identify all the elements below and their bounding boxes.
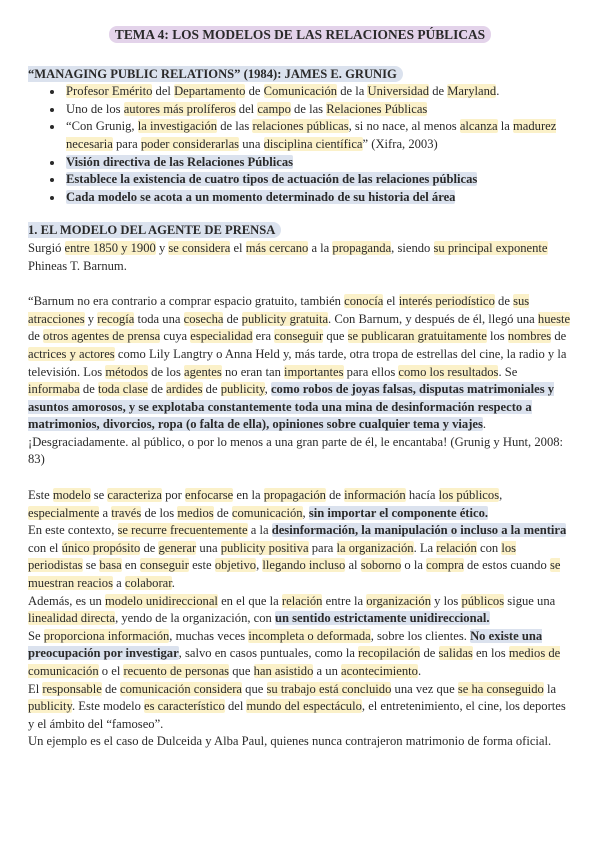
text-run: en el que la (217, 593, 282, 608)
highlighted-text: publicity (28, 699, 72, 714)
spacer (28, 206, 572, 222)
highlighted-text: publicity gratuita (241, 311, 329, 326)
text-run: del (235, 101, 258, 116)
highlighted-text: conseguir (274, 329, 324, 344)
highlighted-text: desinformación, la manipulación o incluso a la mentira (271, 523, 567, 538)
text-run: que (229, 664, 254, 678)
intro-heading (28, 66, 572, 84)
text-run: entre la (322, 593, 367, 608)
text-run: a un (313, 664, 342, 678)
text-run: y (84, 311, 98, 326)
text-run: de las (217, 119, 253, 134)
text-run: para (112, 136, 141, 151)
text-run: Phineas T. Barnum. (28, 258, 127, 273)
highlighted-text: modelo (52, 488, 91, 503)
highlighted-text: medios (177, 505, 214, 520)
page-title-text: TEMA 4: LOS MODELOS DE LAS RELACIONES PÚBLICAS (109, 26, 491, 43)
highlighted-text: compra (426, 558, 464, 573)
highlighted-text: conseguir (139, 558, 189, 573)
highlighted-text: relaciones públicas (252, 119, 349, 134)
highlighted-text: actrices y actores (28, 346, 115, 361)
highlighted-text: autores más prolíferos (123, 101, 236, 116)
highlighted-text: medios de comunicación (28, 646, 561, 678)
highlighted-text: caracteriza (107, 488, 162, 503)
text-run: toda una (134, 311, 184, 326)
highlighted-text: propagación (263, 488, 326, 503)
text-run: de (325, 488, 345, 503)
text-run: el (383, 294, 399, 309)
highlighted-text: disciplina científica (263, 136, 363, 151)
highlighted-text: publicity (220, 382, 265, 397)
text-run: En este contexto, (28, 523, 118, 538)
text-run: Además, es un (28, 593, 105, 608)
bullet-item (64, 171, 572, 189)
highlighted-text: Departamento (174, 84, 246, 99)
text-run: de (551, 329, 567, 344)
text-run: una vez que (391, 681, 458, 696)
highlighted-text: cosecha (183, 311, 224, 326)
highlighted-text: través (111, 505, 142, 520)
text-run: , sobre los clientes. (370, 628, 471, 643)
text-run: de (420, 646, 439, 661)
text-run: de (245, 84, 264, 99)
text-run: que (323, 329, 348, 344)
text-run: Se (28, 628, 44, 643)
text-run: “Con Grunig, (66, 119, 138, 134)
intro-heading-text: “MANAGING PUBLIC RELATIONS” (1984): JAMES E. GRUNIG (28, 66, 403, 82)
highlighted-text: objetivo (214, 558, 257, 573)
text-run: de los (141, 505, 178, 520)
text-run: de (79, 382, 98, 397)
highlighted-text: los periodistas (28, 540, 517, 573)
text-run: del (152, 84, 175, 99)
text-run: el (230, 240, 246, 255)
highlighted-text: recuento de personas (123, 664, 230, 678)
text-run: . ¡Desgraciadamente. al público, o por lo menos a una gran parte de él, le encantaba! (Grunig y Hunt, 2008: 83) (28, 417, 564, 467)
highlighted-text: Maryland (447, 84, 497, 99)
text-run: . Este modelo (71, 699, 145, 714)
text-run: El (28, 681, 43, 696)
text-run: , (256, 558, 263, 573)
highlighted-text: la investigación (137, 119, 218, 134)
text-run: era (252, 329, 275, 344)
text-run: este (188, 558, 215, 573)
text-run: sigue una (504, 593, 556, 608)
text-run: , (499, 488, 503, 503)
highlighted-text: ardides (166, 382, 203, 397)
highlighted-text: linealidad directa (28, 611, 116, 626)
text-run: la (543, 681, 557, 696)
text-run: de (223, 311, 242, 326)
highlighted-text: llegando incluso (262, 558, 346, 573)
highlighted-text: Profesor Emérito (66, 84, 153, 99)
highlighted-text: es característico (144, 699, 225, 714)
highlighted-text: se publicaran gratuitamente (347, 329, 487, 344)
text-run: al (345, 558, 361, 573)
highlighted-text: Establece la existencia de cuatro tipos de actuación de las relaciones públicas (66, 172, 478, 187)
text-run: en los (472, 646, 509, 661)
text-run: , si no nace, al menos (348, 119, 460, 134)
highlighted-text: su principal exponente (433, 240, 548, 255)
bullet-item (64, 118, 572, 153)
text-run: de (101, 681, 120, 696)
highlighted-text: Universidad (367, 84, 430, 99)
text-run: se (90, 488, 108, 503)
highlighted-text: un sentido estrictamente unidireccional. (275, 611, 490, 626)
text-run: de los (148, 364, 185, 379)
text-run: se (82, 558, 100, 573)
highlighted-text: los públicos (438, 488, 500, 503)
highlighted-text: informaba (28, 382, 80, 397)
highlighted-text: recopilación (358, 646, 421, 661)
text-run: como Lily Langtry o Anna Held y, más tarde, otra tropa de estrellas del cine, la radio y la televisión. Los (28, 346, 567, 379)
text-run: de (147, 382, 167, 397)
text-run: de (202, 382, 221, 397)
text-run: del (224, 699, 247, 714)
text-run: en la (233, 488, 264, 503)
text-run: Uno de los (66, 101, 124, 116)
highlighted-text: se muestran reacios (28, 558, 561, 591)
highlighted-text: publicity positiva (220, 540, 309, 555)
highlighted-text: información (344, 488, 406, 503)
text-run: de estos cuando (463, 558, 550, 573)
text-run: . Con Barnum, y después de él, llegó una (328, 311, 538, 326)
spacer (28, 275, 572, 293)
highlighted-text: la organización (336, 540, 414, 555)
highlighted-text: campo (257, 101, 291, 116)
highlighted-text: se ha conseguido (457, 681, 544, 696)
highlighted-text: No existe una preocupación por investigar (28, 628, 543, 661)
text-run: de (28, 329, 44, 344)
text-run: a (112, 576, 125, 591)
bullet-item (64, 83, 572, 101)
text-run: los (486, 329, 508, 344)
highlighted-text: Visión directiva de las Relaciones Públicas (66, 154, 294, 169)
highlighted-text: modelo unidireccional (104, 593, 218, 608)
highlighted-text: Relaciones Públicas (326, 101, 428, 116)
highlighted-text: alcanza (459, 119, 498, 134)
highlighted-text: importantes (284, 364, 344, 379)
highlighted-text: se considera (168, 240, 231, 255)
text-run: para (308, 540, 337, 555)
quote-paragraph (28, 293, 572, 469)
highlighted-text: incompleta o deformada (248, 628, 371, 643)
highlighted-text: más cercano (245, 240, 309, 255)
text-run: o la (401, 558, 427, 573)
text-run: . Se (498, 364, 518, 379)
text-run: que (242, 681, 267, 696)
highlighted-text: madurez necesaria (66, 119, 557, 151)
text-run: Un ejemplo es el caso de Dulceida y Alba Paul, quienes nunca contrajeron matrimonio de forma oficial. (28, 734, 552, 749)
text-run: la (497, 119, 513, 134)
highlighted-text: salidas (438, 646, 473, 661)
text-run: en (121, 558, 140, 573)
highlighted-text: como robos de joyas falsas, disputas matrimoniales y asuntos amorosos, y se explotaba constantemente toda una mina de desinformación respecto a matrimonios, divorcios, ropa (o falta de ella), opiniones sobre cualquier tema y viajes (28, 382, 555, 432)
section-heading (28, 222, 572, 240)
highlighted-text: toda clase (97, 382, 148, 397)
highlighted-text: único propósito (61, 540, 141, 555)
highlighted-text: otros agentes de prensa (43, 329, 161, 344)
highlighted-text: relación (436, 540, 477, 555)
text-run: a la (308, 240, 333, 255)
highlighted-text: soborno (360, 558, 402, 573)
text-run: Este (28, 488, 53, 503)
text-run: , (302, 505, 309, 520)
text-run: con el (28, 540, 62, 555)
text-run: , (264, 382, 271, 397)
text-run: de la (337, 84, 368, 99)
highlighted-text: organización (366, 593, 431, 608)
highlighted-text: proporciona información (43, 628, 170, 643)
highlighted-text: su trabajo está concluido (266, 681, 392, 696)
text-run: . (496, 84, 500, 99)
highlighted-text: Comunicación (263, 84, 338, 99)
intro-bullet-list (28, 83, 572, 206)
highlighted-text: basa (99, 558, 122, 573)
highlighted-text: sus atracciones (28, 294, 530, 326)
highlighted-text: comunicación considera (119, 681, 243, 696)
text-run: a (99, 505, 112, 520)
text-run: una (239, 136, 264, 151)
text-run: o el (98, 664, 124, 678)
section-heading-text: 1. EL MODELO DEL AGENTE DE PRENSA (28, 222, 281, 238)
highlighted-text: comunicación (231, 505, 303, 520)
highlighted-text: como los resultados (398, 364, 499, 379)
page-title (28, 26, 572, 44)
text-run: cuya (160, 329, 191, 344)
highlighted-text: nombres (507, 329, 552, 344)
text-run: con (476, 540, 502, 555)
highlighted-text: entre 1850 y 1900 (64, 240, 156, 255)
highlighted-text: hueste (537, 311, 571, 326)
text-run: , el entretenimiento, el cine, los deportes y el ámbito del “famoseo”. (28, 699, 566, 731)
text-run: , siendo (391, 240, 434, 255)
text-run: ” (Xifra, 2003) (362, 136, 438, 151)
highlighted-text: recogía (97, 311, 135, 326)
bullet-item (64, 189, 572, 207)
text-run: de las (290, 101, 327, 116)
highlighted-text: propaganda (332, 240, 392, 255)
highlighted-text: responsable (42, 681, 102, 696)
highlighted-text: agentes (184, 364, 222, 379)
highlighted-text: colaborar (124, 576, 172, 591)
highlighted-text: públicos (461, 593, 505, 608)
text-run: , muchas veces (169, 628, 249, 643)
highlighted-text: han asistido (253, 664, 314, 678)
text-run: una (196, 540, 221, 555)
highlighted-text: interés periodístico (398, 294, 495, 309)
text-run: de (213, 505, 232, 520)
text-run: de (140, 540, 159, 555)
text-run: y (155, 240, 169, 255)
highlighted-text: mundo del espectáculo (246, 699, 362, 714)
text-run: . (171, 576, 175, 591)
highlighted-text: Cada modelo se acota a un momento determinado de su historia del área (66, 189, 456, 204)
text-run: Surgió (28, 240, 65, 255)
highlighted-text: especialidad (190, 329, 253, 344)
highlighted-text: generar (158, 540, 197, 555)
text-run: “Barnum no era contrario a comprar espacio gratuito, también (28, 294, 345, 309)
paragraph (28, 487, 572, 751)
highlighted-text: métodos (105, 364, 148, 379)
text-run: para ellos (343, 364, 399, 379)
highlighted-text: conocía (344, 294, 384, 309)
text-run: , yendo de la organización, con (115, 611, 275, 626)
text-run: . (417, 664, 422, 678)
highlighted-text: poder considerarlas (140, 136, 240, 151)
highlighted-text: enfocarse (185, 488, 234, 503)
spacer (28, 469, 572, 487)
highlighted-text: relación (281, 593, 323, 608)
text-run: . La (413, 540, 437, 555)
highlighted-text: acontecimiento (341, 664, 418, 678)
text-run: de (429, 84, 448, 99)
highlighted-text: se recurre frecuentemente (117, 523, 248, 538)
highlighted-text: sin importar el componente ético. (308, 505, 489, 520)
bullet-item (64, 101, 572, 119)
text-run: , salvo en casos puntuales, como la (178, 646, 359, 661)
text-run: hacía (405, 488, 439, 503)
text-run: a la (247, 523, 272, 538)
paragraph (28, 240, 572, 275)
text-run: por (161, 488, 186, 503)
highlighted-text: especialmente (28, 505, 100, 520)
text-run: no eran tan (221, 364, 285, 379)
text-run: y los (431, 593, 462, 608)
text-run: de (494, 294, 514, 309)
bullet-item (64, 154, 572, 172)
